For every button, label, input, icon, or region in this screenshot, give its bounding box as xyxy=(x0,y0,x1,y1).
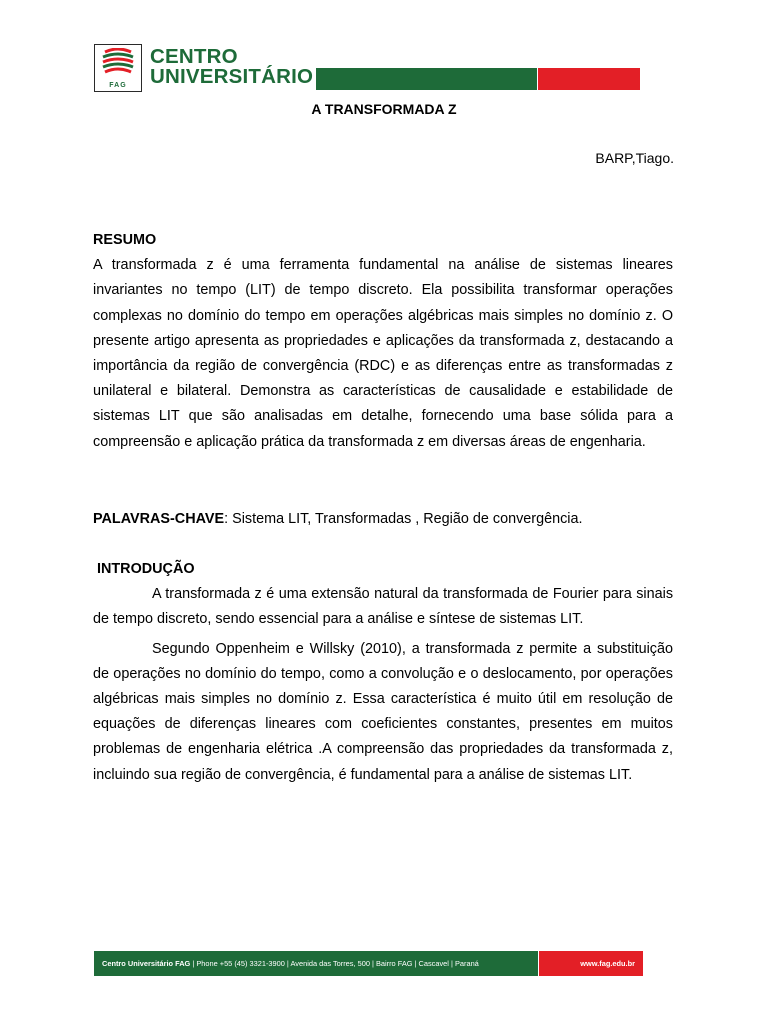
brand-line-1: CENTRO xyxy=(150,45,238,68)
page-footer xyxy=(94,951,643,976)
footer-details: | Phone +55 (45) 3321-3900 | Avenida das Torres, 500 | Bairro FAG | Cascavel | Paraná xyxy=(190,959,479,968)
resumo-line: transformadas z unilateral e bilateral. Demonstra as características de causalidade e xyxy=(93,358,673,400)
intro-paragraph-1 xyxy=(93,582,673,632)
resumo-paragraph xyxy=(93,253,673,455)
document-title: A TRANSFORMADA Z xyxy=(311,101,457,117)
resumo-line: destacando a importância da região de convergência (RDC) e as diferenças entre as xyxy=(93,332,673,375)
resumo-heading: RESUMO xyxy=(93,232,157,248)
resumo-line: invariantes no tempo (LIT) de tempo discreto. Ela possibilita transformar operações xyxy=(93,282,673,299)
header-red-bar xyxy=(538,68,640,90)
resumo-line: sólida para a compreensão e aplicação prática da transformada z em diversas xyxy=(93,408,673,450)
keywords-line xyxy=(93,507,673,532)
intro-line: A transformada z é uma extensão natural da transformada de Fourier para xyxy=(152,586,632,603)
fag-logo xyxy=(94,44,142,92)
intro-line: deslocamento, por operações algébricas mais simples no domínio z. Essa xyxy=(93,665,673,708)
resumo-line: estabilidade de sistemas LIT que são analisadas em detalhe, fornecendo uma base xyxy=(93,383,674,425)
footer-contact-bar xyxy=(94,951,538,976)
keywords-text: : Sistema LIT, Transformadas , Região de convergência. xyxy=(224,511,583,527)
intro-line: convergência, é fundamental para a análise de sistemas LIT. xyxy=(245,766,633,783)
introducao-section xyxy=(93,557,673,788)
intro-line: substituição de operações no domínio do tempo, como a convolução e o xyxy=(93,640,673,682)
intro-line: coeficientes constantes, presentes em muitos problemas de engenharia elétrica .A xyxy=(93,716,673,758)
intro-line: sinais de tempo discreto, sendo essencial para a análise e síntese de sistemas LIT. xyxy=(93,586,674,628)
resumo-line: áreas de engenharia. xyxy=(509,433,646,450)
intro-line: característica é muito útil em resolução de equações de diferenças lineares com xyxy=(93,691,674,733)
resumo-section xyxy=(93,228,673,455)
intro-line: Segundo Oppenheim e Willsky (2010), a transformada z permite a xyxy=(152,640,592,657)
brand-line-2: UNIVERSITÁRIO xyxy=(150,65,314,88)
resumo-line: z. O presente artigo apresenta as propriedades e aplicações da transformada z, xyxy=(93,307,674,349)
resumo-line: A transformada z é uma ferramenta fundamental na análise de sistemas lineares xyxy=(93,257,673,274)
header-green-bar xyxy=(316,68,537,90)
logo-label: FAG xyxy=(109,82,127,89)
introducao-heading: INTRODUÇÃO xyxy=(97,561,195,577)
footer-website: www.fag.edu.br xyxy=(539,951,643,976)
footer-brand: Centro Universitário FAG xyxy=(102,959,191,968)
resumo-line: complexas no domínio do tempo em operações algébricas mais simples no domínio xyxy=(93,307,641,324)
author-name: BARP,Tiago. xyxy=(595,150,674,166)
intro-paragraph-2 xyxy=(93,637,673,788)
intro-line: compreensão das propriedades da transformada z, incluindo sua região de xyxy=(93,741,673,783)
keywords-label: PALAVRAS-CHAVE xyxy=(93,511,225,527)
page-header xyxy=(94,44,646,94)
logo-emblem-icon xyxy=(99,48,137,78)
brand-name xyxy=(150,47,313,87)
